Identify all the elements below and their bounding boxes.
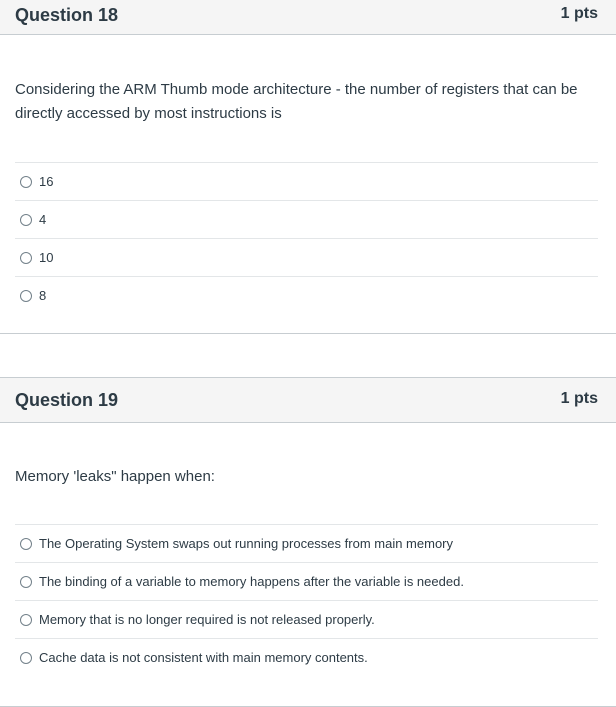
- radio-button-icon[interactable]: [20, 176, 32, 188]
- answer-option[interactable]: [15, 200, 598, 238]
- question-points: 1 pts: [560, 390, 598, 407]
- question-points: 1 pts: [560, 5, 598, 22]
- radio-button-icon[interactable]: [20, 252, 32, 264]
- question-text: Memory 'leaks" happen when:: [15, 468, 215, 485]
- answer-option[interactable]: [15, 238, 598, 276]
- radio-button-icon[interactable]: [20, 214, 32, 226]
- answer-label[interactable]: 10: [39, 250, 54, 265]
- answer-option[interactable]: [15, 600, 598, 638]
- radio-button-icon[interactable]: [20, 290, 32, 302]
- radio-button-icon[interactable]: [20, 652, 32, 664]
- question-19-card: [0, 377, 616, 707]
- answer-option[interactable]: [15, 162, 598, 200]
- answer-label[interactable]: Memory that is no longer required is not released properly.: [39, 612, 375, 627]
- answer-list: [15, 162, 598, 314]
- radio-button-icon[interactable]: [20, 576, 32, 588]
- answer-option[interactable]: [15, 524, 598, 562]
- question-header: [0, 378, 616, 423]
- answer-label[interactable]: The binding of a variable to memory happens after the variable is needed.: [39, 574, 464, 589]
- radio-button-icon[interactable]: [20, 538, 32, 550]
- answer-label[interactable]: The Operating System swaps out running processes from main memory: [39, 536, 454, 551]
- question-text: Considering the ARM Thumb mode architecture - the number of registers that can be directly accessed by most instructions is: [15, 81, 578, 122]
- answer-option[interactable]: [15, 638, 598, 676]
- answer-option[interactable]: [15, 276, 598, 314]
- answer-label[interactable]: 16: [39, 174, 54, 189]
- answer-label[interactable]: 8: [39, 288, 47, 303]
- question-title: Question 18: [15, 5, 119, 25]
- answer-label[interactable]: Cache data is not consistent with main memory contents.: [39, 650, 368, 665]
- question-title: Question 19: [15, 390, 119, 410]
- radio-button-icon[interactable]: [20, 614, 32, 626]
- answer-label[interactable]: 4: [39, 212, 47, 227]
- answer-list: [15, 524, 598, 676]
- question-18-card: [0, 0, 616, 334]
- answer-option[interactable]: [15, 562, 598, 600]
- question-header: [0, 0, 616, 35]
